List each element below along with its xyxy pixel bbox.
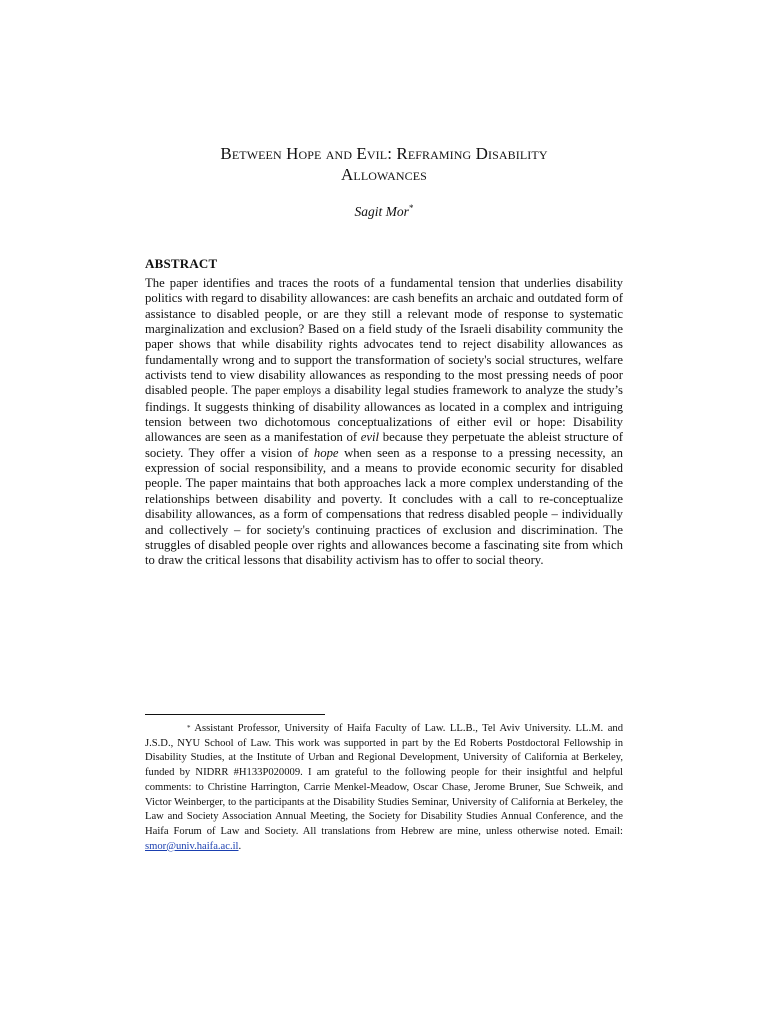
title-line-2: Allowances xyxy=(341,165,427,184)
footnote-end: . xyxy=(238,840,242,852)
footnote-divider xyxy=(145,714,325,715)
footnote-text: Assistant Professor, University of Haifa Faculty of Law. LL.B., Tel Aviv University. LL.M. and J.S.D., NYU School of Law. This work was supported in part by the Ed Roberts Postdoctoral Fellowship in Disability Studies, at the Institute of Urban and Regional Development, University of California at Berkeley, funded by NIDRR #H133P020009. I am grateful to the following people for their insightful and helpful comments: to Christine Harrington, Carrie Menkel-Meadow, Oscar Chase, Jerome Bruner, Sue Schweik, and Victor Weinberger, to the participants at the Disability Studies Seminar, University of California at Berkeley, the Law and Society Association Annual Meeting, the Society for Disability Studies Annual Conference, and the Haifa Forum of Law and Society. All translations from Hebrew are mine, unless otherwise noted. Email: xyxy=(145,723,623,837)
abstract-text xyxy=(145,276,623,569)
footnote xyxy=(145,722,623,854)
title-line-1: Between Hope and Evil: Reframing Disability xyxy=(220,144,548,163)
paper-page xyxy=(145,0,623,1024)
email-link[interactable]: smor@univ.haifa.ac.il xyxy=(145,840,239,852)
abstract-part-5: when seen as a response to a pressing necessity, an expression of social responsibility, and a means to provide economic security for disabled people. The paper maintains that both approaches lack a more complex understanding of the relationships between disability and poverty. It concludes with a call to re-conceptualize disability allowances, as a form of compensations that redress disabled people – individually and collectively – for society's continuing practices of exclusion and discrimination. The struggles of disabled people over rights and allowances become a fascinating site from which to draw the critical lessons that disability activism has to offer to social theory. xyxy=(145,445,623,568)
author-name-text: Sagit Mor xyxy=(354,204,409,219)
abstract-emphasis-evil: evil xyxy=(360,430,380,445)
author-footnote-mark[interactable]: * xyxy=(408,203,414,213)
abstract-part-1: The paper identifies and traces the roots of a fundamental tension that underlies disability politics with regard to disability allowances: are cash benefits an archaic and outdated form of assistance to disabled people, or are they still a relevant mode of response to systematic marginalization and exclusion? Based on a field study of the Israeli disability community the paper shows that while disability rights advocates tend to reject disability allowances as fundamentally wrong and to support the transformation of society's social structures, welfare activists tend to view disability allowances as responding to the most pressing needs of poor disabled people. The xyxy=(145,276,623,398)
abstract-part-3: a disability legal studies framework to analyze the study’s findings. It suggests thinking of disability allowances as located in a complex and intriguing tension between two dichotomous conceptualizations of either evil or hope: Disability allowances are seen as a manifestation of xyxy=(145,383,623,445)
abstract-part-4: because they perpetuate the ableist structure of society. They offer a vision of xyxy=(145,430,623,460)
footnote-mark: * xyxy=(187,724,191,732)
abstract-emphasis-hope: hope xyxy=(313,445,339,460)
abstract-heading: ABSTRACT xyxy=(145,256,218,271)
paper-title xyxy=(145,143,623,185)
abstract-part-2: paper employs xyxy=(254,385,322,398)
author-name xyxy=(145,204,623,220)
